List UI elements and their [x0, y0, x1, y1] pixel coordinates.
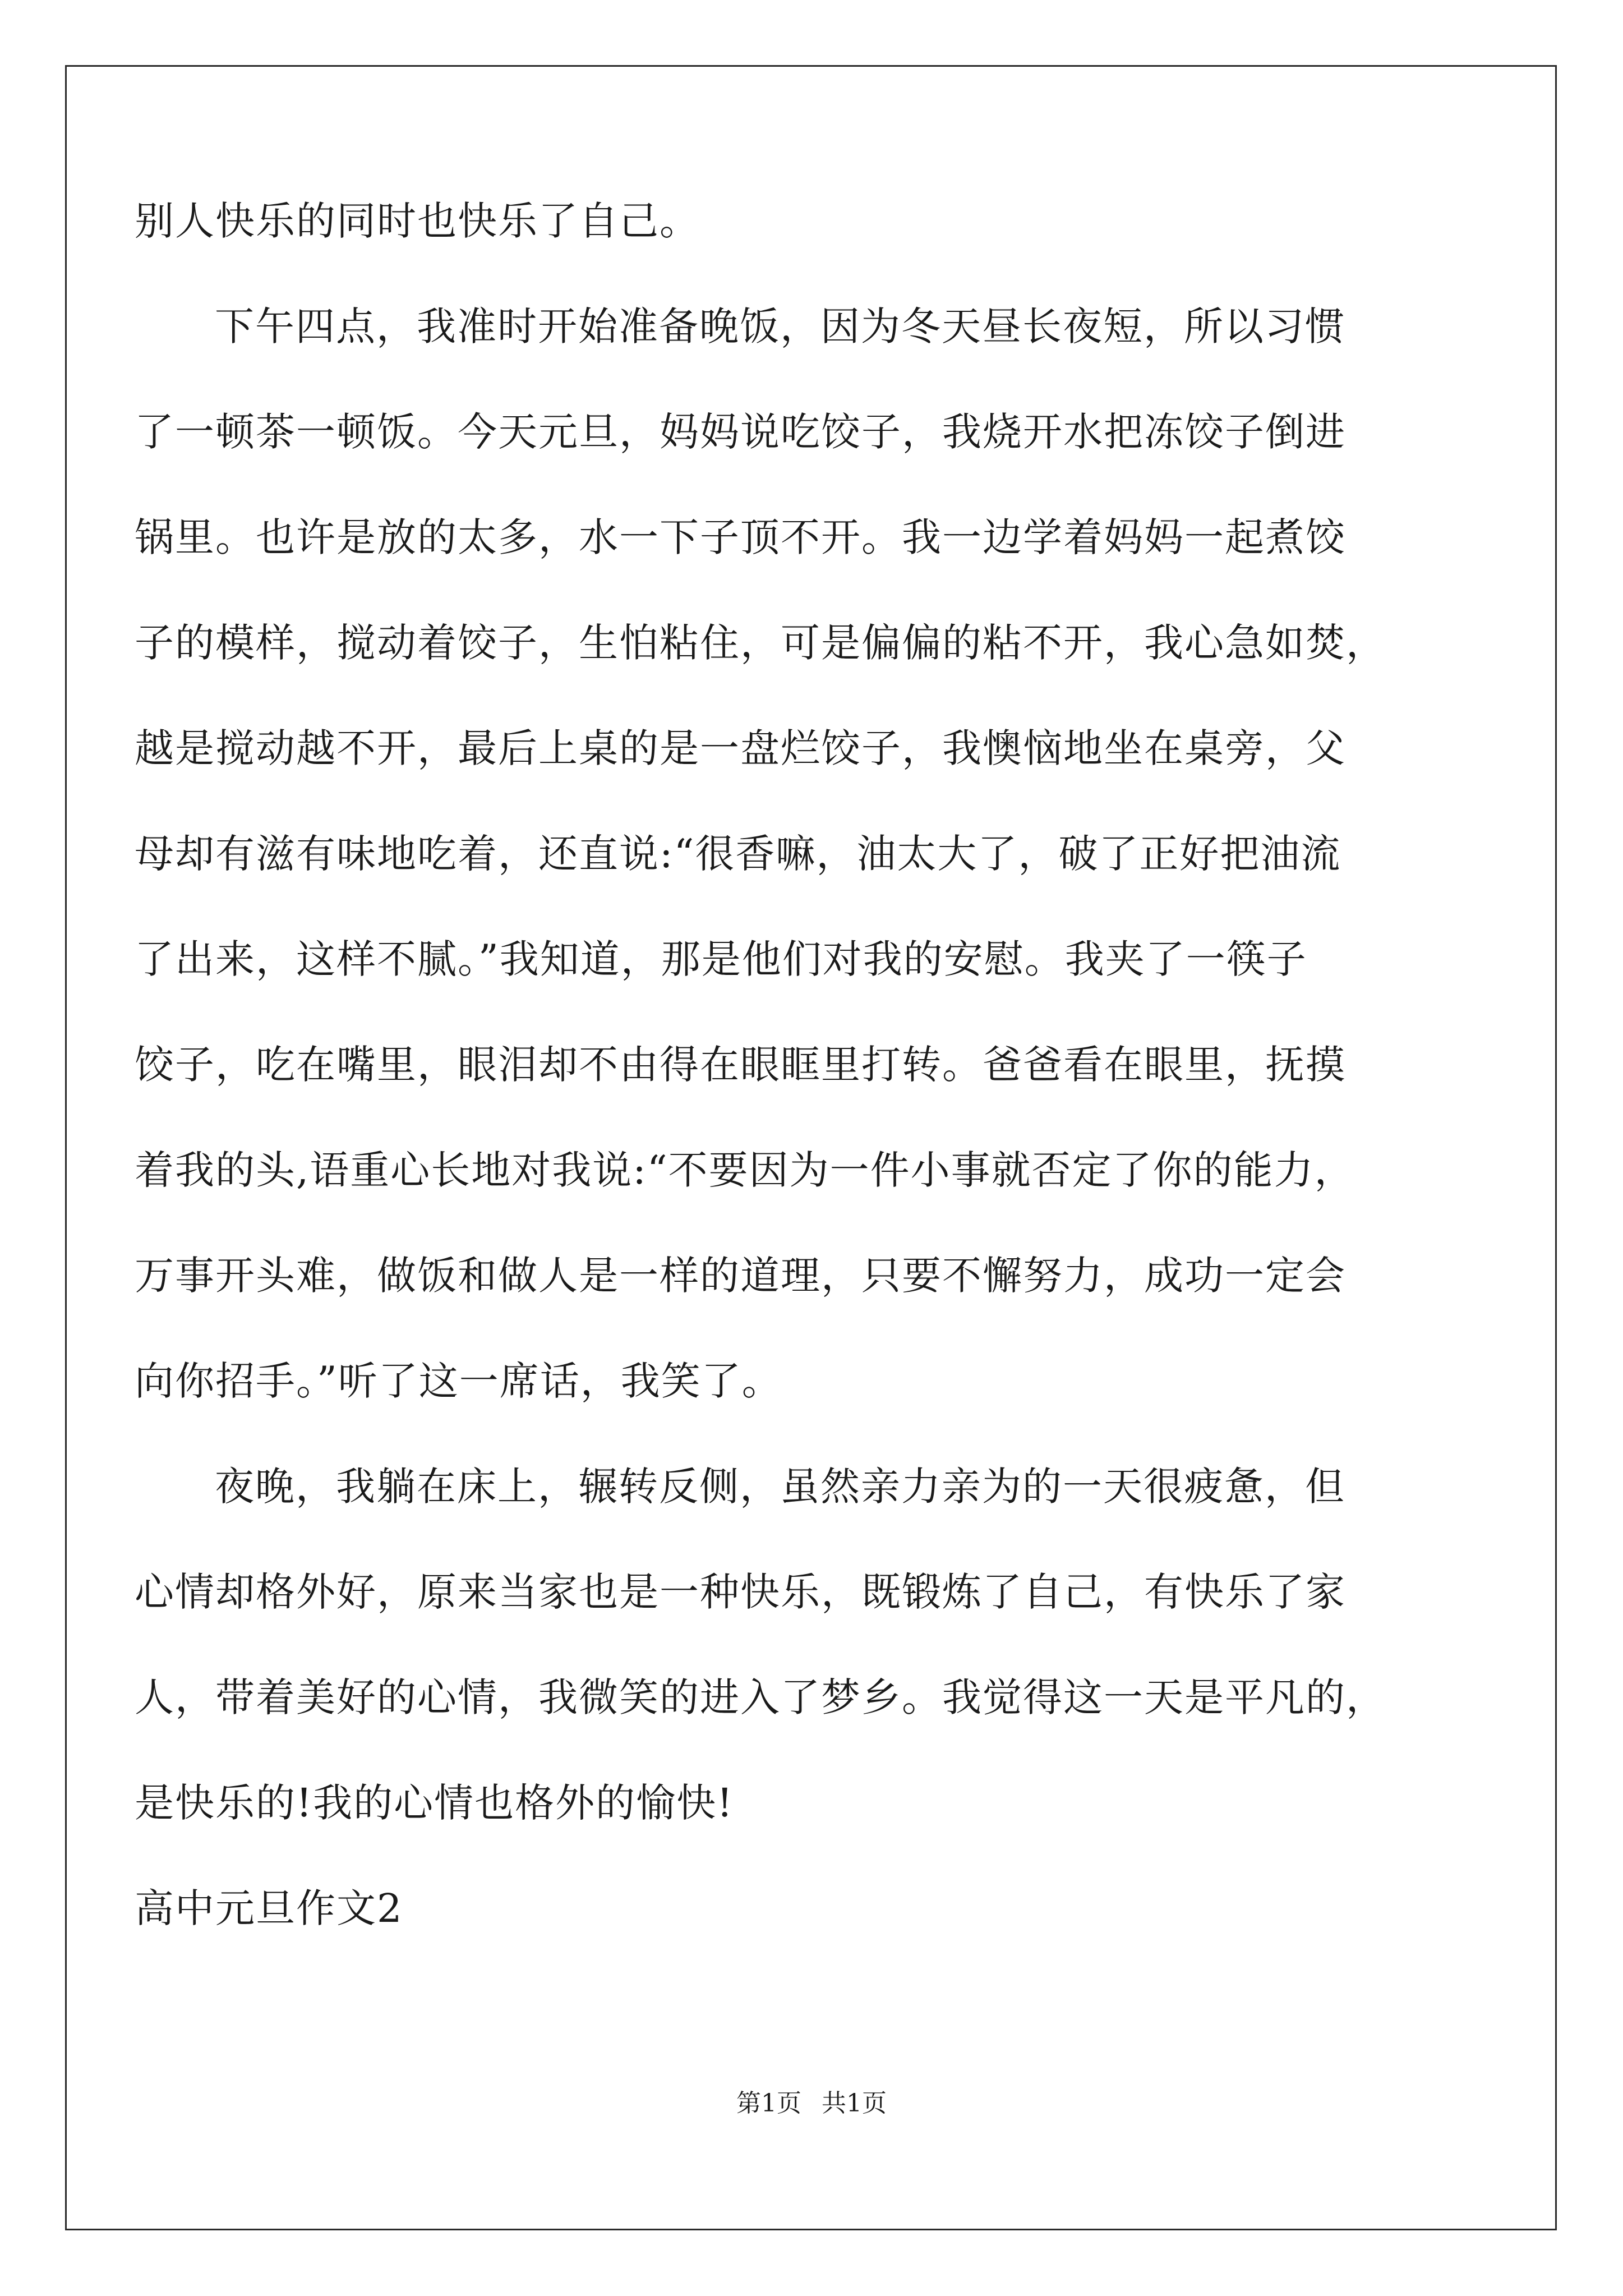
text-line: 子的模样，搅动着饺子，生怕粘住，可是偏偏的粘不开，我心急如焚， [135, 620, 1386, 666]
text-line: 下午四点，我准时开始准备晚饭，因为冬天昼长夜短，所以习惯 [215, 303, 1345, 349]
text-line: 人，带着美好的心情，我微笑的进入了梦乡。我觉得这一天是平凡的， [135, 1674, 1386, 1720]
text-line: 母却有滋有味地吃着，还直说:“很香嘛，油太大了，破了正好把油流 [135, 831, 1341, 877]
page-footer [0, 2087, 1623, 2120]
section-heading: 高中元旦作文2 [135, 1885, 403, 1931]
page-number-current: 第1页 [736, 2089, 801, 2118]
text-line: 向你招手。”听了这一席话，我笑了。 [135, 1358, 782, 1404]
text-line: 别人快乐的同时也快乐了自己。 [135, 198, 700, 244]
text-line: 着我的头,语重心长地对我说:“不要因为一件小事就否定了你的能力， [135, 1147, 1355, 1193]
page-number-total: 共1页 [822, 2089, 887, 2118]
text-line: 夜晚，我躺在床上，辗转反侧，虽然亲力亲为的一天很疲惫，但 [215, 1464, 1345, 1510]
text-line: 万事开头难，做饭和做人是一样的道理，只要不懈努力，成功一定会 [135, 1253, 1346, 1299]
text-line: 锅里。也许是放的太多，水一下子顶不开。我一边学着妈妈一起煮饺 [135, 514, 1346, 560]
text-line: 心情却格外好，原来当家也是一种快乐，既锻炼了自己，有快乐了家 [135, 1569, 1346, 1615]
text-line: 了一顿茶一顿饭。今天元旦，妈妈说吃饺子，我烧开水把冻饺子倒进 [135, 409, 1346, 455]
text-line: 了出来，这样不腻。”我知道，那是他们对我的安慰。我夹了一筷子 [135, 936, 1307, 982]
text-line: 饺子，吃在嘴里，眼泪却不由得在眼眶里打转。爸爸看在眼里，抚摸 [135, 1042, 1346, 1088]
document-body [135, 168, 1469, 1961]
text-line: 越是搅动越不开，最后上桌的是一盘烂饺子，我懊恼地坐在桌旁，父 [135, 725, 1346, 771]
text-line: 是快乐的!我的心情也格外的愉快! [135, 1780, 734, 1826]
